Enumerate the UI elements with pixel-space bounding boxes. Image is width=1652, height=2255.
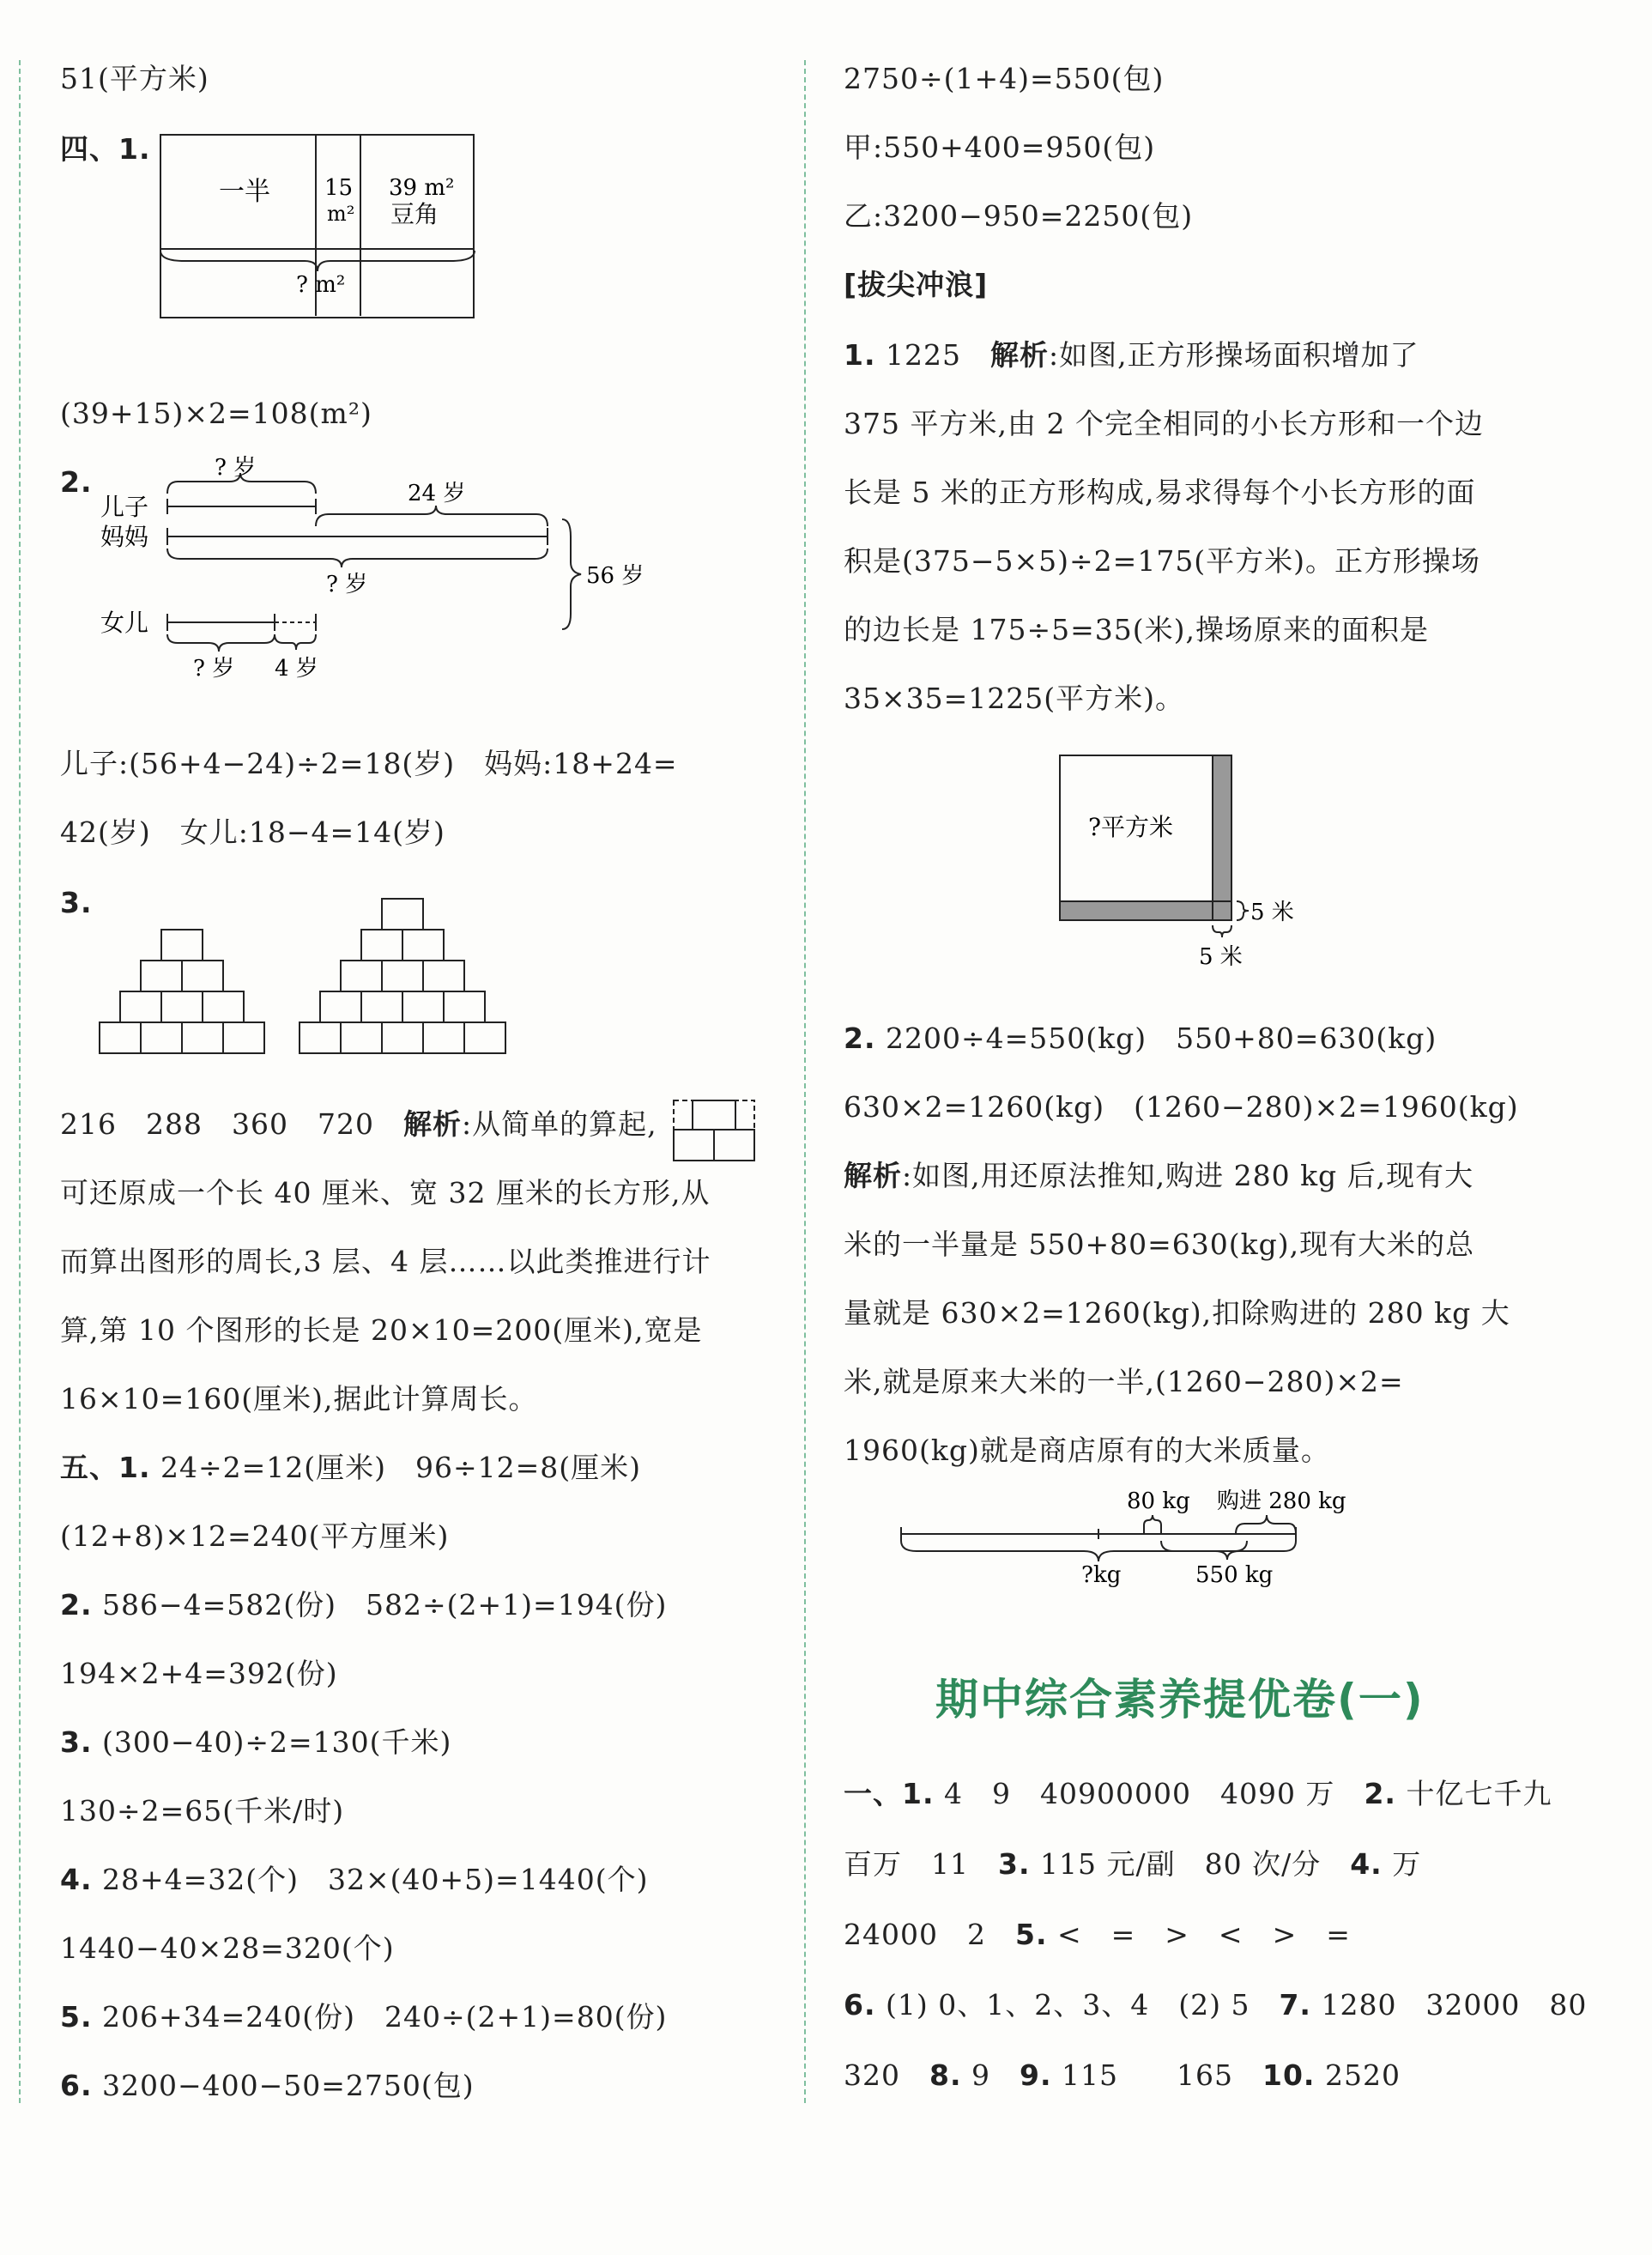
answer-line: (39+15)×2=108(m²)	[60, 397, 372, 430]
total-brace	[159, 249, 485, 300]
fifteen-label: 15	[324, 175, 354, 201]
answer-line: (12+8)×12=240(平方厘米)	[60, 1519, 450, 1553]
mom-label: 妈妈	[100, 523, 149, 551]
answer-line: 一、1. 4 9 40900000 4090 万 2. 十亿七千九	[844, 1777, 1552, 1810]
kg80-label: 80 kg	[1127, 1488, 1190, 1514]
answer-line: 42(岁) 女儿:18−4=14(岁)	[60, 815, 445, 849]
explanation-line: 量就是 630×2=1260(kg),扣除购进的 280 kg 大	[844, 1296, 1510, 1330]
explanation-line: 解析:如图,用还原法推知,购进 280 kg 后,现有大	[844, 1159, 1474, 1192]
q-age-mom-label: ? 岁	[326, 572, 368, 597]
answer-line: 130÷2=65(千米/时)	[60, 1794, 345, 1828]
explanation-line: 1960(kg)就是商店原有的大米质量。	[844, 1434, 1330, 1467]
answer-line: 2. 2200÷4=550(kg) 550+80=630(kg)	[844, 1021, 1437, 1055]
explanation-line: 积是(375−5×5)÷2=175(平方米)。正方形操场	[844, 544, 1481, 578]
answer-line: 1. 1225 解析:如图,正方形操场面积增加了	[844, 338, 1419, 372]
question-label: 2.	[60, 465, 93, 499]
explanation-line: 米的一半量是 550+80=630(kg),现有大米的总	[844, 1228, 1475, 1261]
unknown-kg-label: ?kg	[1081, 1562, 1122, 1588]
answer-line: 6. (1) 0、1、2、3、4 (2) 5 7. 1280 32000 80	[844, 1988, 1588, 2022]
answer-line: 百万 11 3. 115 元/副 80 次/分 4. 万	[844, 1847, 1422, 1881]
beans-label: 豆角	[390, 200, 439, 228]
answer-line: 3. (300−40)÷2=130(千米)	[60, 1725, 452, 1759]
answer-line: 2. 586−4=582(份) 582÷(2+1)=194(份)	[60, 1588, 668, 1622]
answer-line: 1440−40×28=320(个)	[60, 1931, 395, 1965]
answer-line: 24000 2 5. < = > < > =	[844, 1918, 1351, 1951]
question-label: 3.	[60, 886, 93, 919]
unknown-area-label: ?平方米	[1088, 813, 1174, 841]
total-area-label: ? m²	[296, 272, 346, 298]
answer-line: 儿子:(56+4−24)÷2=18(岁) 妈妈:18+24=	[60, 747, 678, 780]
answer-line: 630×2=1260(kg) (1260−280)×2=1960(kg)	[844, 1090, 1519, 1124]
age56-label: 56 岁	[586, 563, 644, 589]
age-line-diagram	[99, 455, 644, 682]
five-meter-label: 5 米	[1199, 944, 1243, 970]
section-heading: [拔尖冲浪]	[844, 268, 989, 301]
answer-line: 5. 206+34=240(份) 240÷(2+1)=80(份)	[60, 2000, 668, 2034]
staircase-figures	[99, 888, 579, 1060]
five-meter-label: 5 米	[1250, 900, 1294, 925]
q-age-daughter-label: ? 岁	[193, 656, 235, 682]
daughter-label: 女儿	[100, 609, 149, 637]
left-margin-rule	[19, 60, 21, 2103]
age4-label: 4 岁	[275, 656, 318, 682]
answer-line: 甲:550+400=950(包)	[844, 130, 1156, 164]
age24-label: 24 岁	[408, 481, 466, 506]
answer-line: 2750÷(1+4)=550(包)	[844, 62, 1165, 95]
square-field-diagram	[1058, 754, 1333, 977]
q-age-label: ? 岁	[215, 455, 257, 481]
son-label: 儿子	[100, 493, 149, 521]
explanation-line: 可还原成一个长 40 厘米、宽 32 厘米的长方形,从	[60, 1176, 711, 1209]
answer-line: 乙:3200−950=2250(包)	[844, 199, 1194, 233]
explanation-line: 而算出图形的周长,3 层、4 层……以此类推进行计	[60, 1245, 711, 1278]
buy280-label: 购进 280 kg	[1217, 1488, 1346, 1514]
m2-label: m²	[327, 202, 355, 226]
answer-line: 216 288 360 720 解析:从简单的算起,	[60, 1107, 657, 1141]
answer-line: 6. 3200−400−50=2750(包)	[60, 2069, 475, 2102]
answer-line: 194×2+4=392(份)	[60, 1657, 338, 1690]
answer-line: 4. 28+4=32(个) 32×(40+5)=1440(个)	[60, 1863, 649, 1896]
explanation-line: 长是 5 米的正方形构成,易求得每个小长方形的面	[844, 476, 1476, 509]
answer-line: 五、1. 24÷2=12(厘米) 96÷12=8(厘米)	[60, 1451, 642, 1484]
explanation-line: 的边长是 175÷5=35(米),操场原来的面积是	[844, 613, 1430, 646]
area39-label: 39 m²	[389, 175, 455, 201]
answer-line: 320 8. 9 9. 115 165 10. 2520	[844, 2058, 1401, 2092]
half-label: 一半	[219, 177, 270, 207]
explanation-line: 米,就是原来大米的一半,(1260−280)×2=	[844, 1365, 1404, 1398]
kg550-label: 550 kg	[1195, 1562, 1274, 1588]
rice-line-diagram	[899, 1481, 1500, 1601]
small-rect-figure	[672, 1099, 758, 1167]
explanation-line: 16×10=160(厘米),据此计算周长。	[60, 1382, 538, 1415]
explanation-line: 算,第 10 个图形的长是 20×10=200(厘米),宽是	[60, 1313, 703, 1347]
explanation-line: 375 平方米,由 2 个完全相同的小长方形和一个边	[844, 407, 1484, 440]
explanation-line: 35×35=1225(平方米)。	[844, 682, 1185, 715]
answer-line: 51(平方米)	[60, 62, 209, 95]
column-divider	[804, 60, 806, 2103]
exam-section-title: 期中综合素养提优卷(一)	[935, 1675, 1425, 1725]
question-label: 四、1.	[60, 132, 151, 166]
